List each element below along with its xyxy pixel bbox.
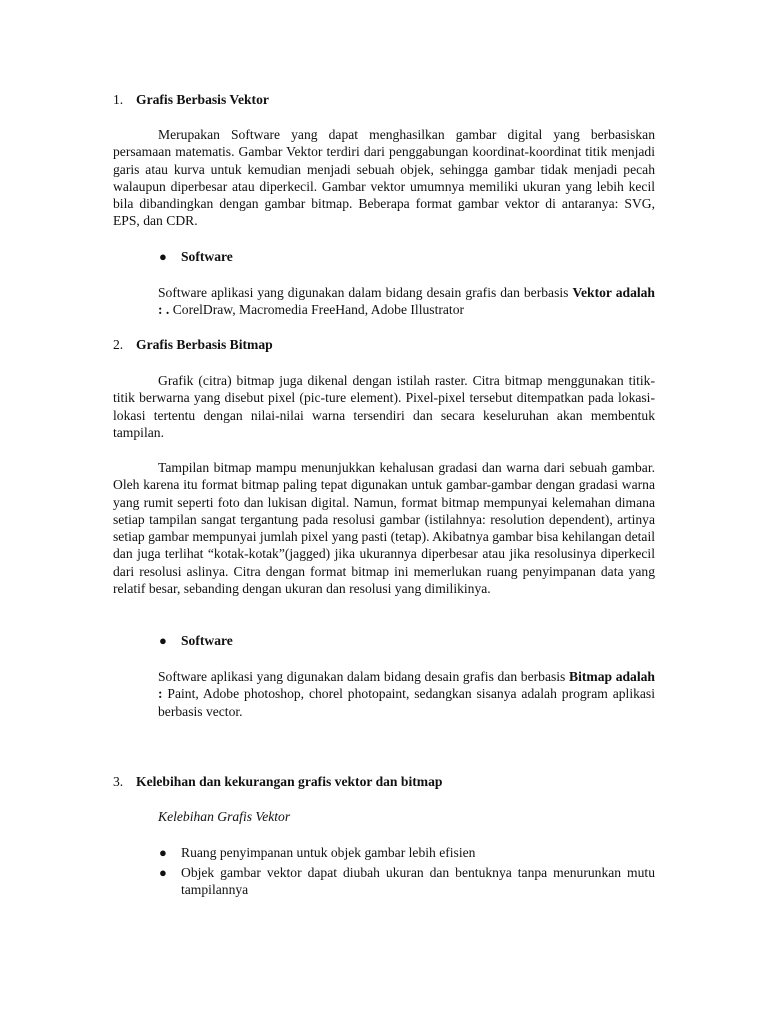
bullet-icon: ●	[159, 633, 167, 648]
section-1-software-label: Software	[181, 249, 233, 264]
section-2-software-post: Paint, Adobe photoshop, chorel photopaint, sedangkan sisanya adalah program aplikasi berbasis vector.	[158, 686, 655, 719]
section-2-software-pre: Software aplikasi yang digunakan dalam bidang desain grafis dan berbasis	[158, 669, 569, 684]
section-2-software-label: Software	[181, 633, 233, 648]
list-item: Objek gambar vektor dapat diubah ukuran dan bentuknya tanpa menurunkan mutu tampilannya	[181, 865, 655, 898]
section-1-heading: Grafis Berbasis Vektor	[136, 92, 269, 107]
section-2-software-bold: Bitmap adalah :	[158, 669, 655, 702]
section-2-heading: Grafis Berbasis Bitmap	[136, 337, 273, 352]
section-1-paragraph: Merupakan Software yang dapat menghasilkan gambar digital yang berbasiskan persamaan matematis. Gambar Vektor terdiri dari penggabungan koordinat-koordinat titik menjadi garis atau kurva untuk kemudian menjadi sebuah objek, sehingga gambar tidak menjadi pecah walaupun diperbesar atau diperkecil. Gambar vektor umumnya memiliki ukuran yang lebih kecil bila dibandingkan dengan gambar bitmap. Beberapa format gambar vektor di antaranya: SVG, EPS, dan CDR.	[113, 127, 655, 229]
section-2-paragraph-1: Grafik (citra) bitmap juga dikenal dengan istilah raster. Citra bitmap menggunakan titik-titik berwarna yang disebut pixel (pic-ture element). Pixel-pixel tersebut ditempatkan pada lokasi-lokasi tertentu dengan nilai-nilai warna tersendiri dan secara keseluruhan akan membentuk tampilan.	[113, 373, 655, 440]
section-2-number: 2.	[113, 337, 124, 352]
section-1-software-text	[158, 284, 655, 319]
bullet-icon: ●	[159, 845, 167, 860]
section-2-software-text	[158, 668, 655, 720]
section-2-paragraph-2: Tampilan bitmap mampu menunjukkan kehalusan gradasi dan warna dari sebuah gambar. Oleh karena itu format bitmap paling tepat digunakan untuk gambar-gambar dengan gradasi warna yang rumit seperti foto dan lukisan digital. Namun, format bitmap mempunyai kelemahan dimana setiap tampilan sangat tergantung pada resolusi gambar (istilahnya: resolution dependent), artinya setiap gambar mempunyai jumlah pixel yang pasti (tetap). Akibatnya gambar bisa kehilangan detail dan juga terlihat “kotak-kotak”(jagged) jika ukurannya diperbesar atau jika resolusinya diperkecil dari resolusi aslinya. Citra dengan format bitmap ini memerlukan ruang penyimpanan data yang relatif besar, sebanding dengan ukuran dan resolusi yang dimilikinya.	[113, 460, 655, 597]
bullet-icon: ●	[159, 865, 167, 880]
section-1-software-pre: Software aplikasi yang digunakan dalam bidang desain grafis dan berbasis	[158, 285, 573, 300]
section-1-number: 1.	[113, 92, 124, 107]
section-3-subheading: Kelebihan Grafis Vektor	[158, 809, 291, 824]
section-3-number: 3.	[113, 774, 124, 789]
section-3-heading: Kelebihan dan kekurangan grafis vektor dan bitmap	[136, 774, 443, 789]
list-item: Ruang penyimpanan untuk objek gambar lebih efisien	[181, 845, 476, 860]
section-1-software-bold: Vektor adalah : .	[158, 285, 655, 318]
section-1-software-post: CorelDraw, Macromedia FreeHand, Adobe Illustrator	[169, 302, 465, 318]
bullet-icon: ●	[159, 249, 167, 264]
